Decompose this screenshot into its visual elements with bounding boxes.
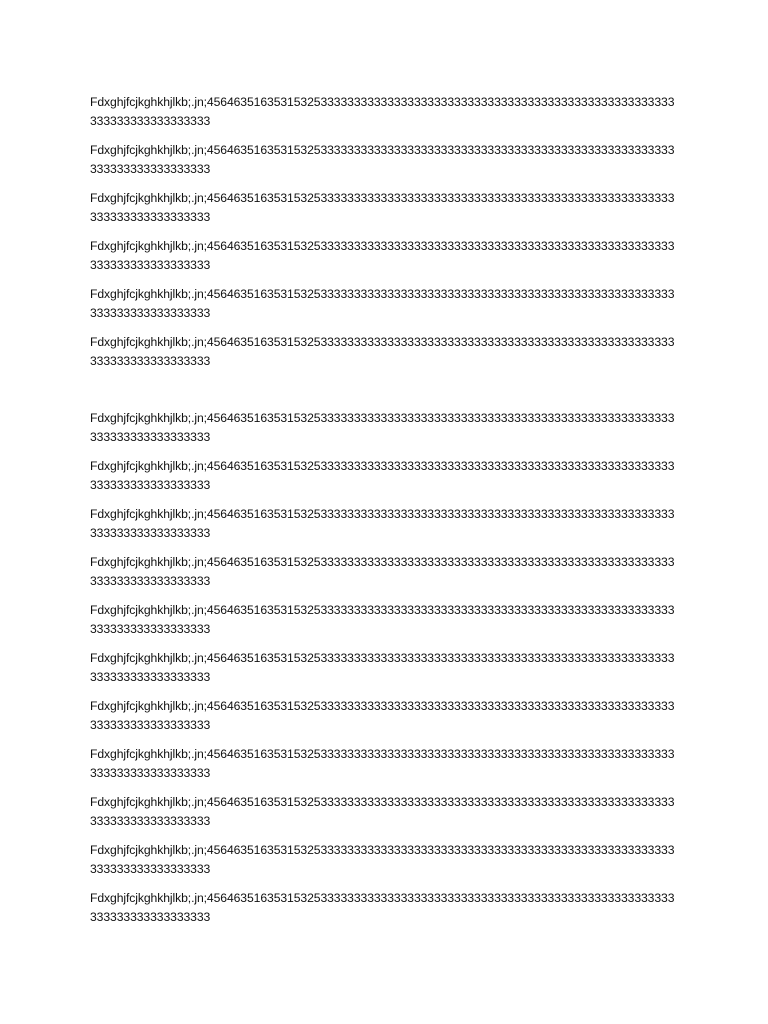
paragraph-line: Fdxghjfcjkghkhjlkb;.jn;4564635163531532533333333333333333333333333333333333333333333333333333 xyxy=(90,699,675,713)
paragraph-line: Fdxghjfcjkghkhjlkb;.jn;4564635163531532533333333333333333333333333333333333333333333333333333 xyxy=(90,239,675,253)
paragraph-line: Fdxghjfcjkghkhjlkb;.jn;4564635163531532533333333333333333333333333333333333333333333333333333 xyxy=(90,843,675,857)
paragraph-line: Fdxghjfcjkghkhjlkb;.jn;4564635163531532533333333333333333333333333333333333333333333333333333 xyxy=(90,287,675,301)
paragraph xyxy=(90,141,690,189)
paragraph-line: 333333333333333333 xyxy=(90,305,211,320)
paragraph xyxy=(90,745,690,793)
paragraph-line: 333333333333333333 xyxy=(90,525,211,540)
paragraph xyxy=(90,601,690,649)
paragraph-line: Fdxghjfcjkghkhjlkb;.jn;4564635163531532533333333333333333333333333333333333333333333333333333 xyxy=(90,507,675,521)
paragraph xyxy=(90,409,690,457)
paragraph-line: Fdxghjfcjkghkhjlkb;.jn;4564635163531532533333333333333333333333333333333333333333333333333333 xyxy=(90,335,675,349)
paragraph-line: Fdxghjfcjkghkhjlkb;.jn;4564635163531532533333333333333333333333333333333333333333333333333333 xyxy=(90,191,675,205)
paragraph-line: 333333333333333333 xyxy=(90,813,211,828)
paragraph-line: 333333333333333333 xyxy=(90,621,211,636)
paragraph xyxy=(90,697,690,745)
paragraph-line: Fdxghjfcjkghkhjlkb;.jn;4564635163531532533333333333333333333333333333333333333333333333333333 xyxy=(90,143,675,157)
paragraph-line: Fdxghjfcjkghkhjlkb;.jn;4564635163531532533333333333333333333333333333333333333333333333333333 xyxy=(90,555,675,569)
paragraph-line: Fdxghjfcjkghkhjlkb;.jn;4564635163531532533333333333333333333333333333333333333333333333333333 xyxy=(90,651,675,665)
paragraph-line: Fdxghjfcjkghkhjlkb;.jn;4564635163531532533333333333333333333333333333333333333333333333333333 xyxy=(90,603,675,617)
paragraph xyxy=(90,333,690,381)
paragraph-line: Fdxghjfcjkghkhjlkb;.jn;4564635163531532533333333333333333333333333333333333333333333333333333 xyxy=(90,795,675,809)
paragraph xyxy=(90,285,690,333)
paragraph-line: Fdxghjfcjkghkhjlkb;.jn;4564635163531532533333333333333333333333333333333333333333333333333333 xyxy=(90,747,675,761)
paragraph-line: 333333333333333333 xyxy=(90,113,211,128)
paragraph-line: Fdxghjfcjkghkhjlkb;.jn;4564635163531532533333333333333333333333333333333333333333333333333333 xyxy=(90,891,675,905)
paragraph-line: 333333333333333333 xyxy=(90,209,211,224)
paragraph xyxy=(90,189,690,237)
paragraph-line: 333333333333333333 xyxy=(90,573,211,588)
paragraph-group-top xyxy=(90,93,690,381)
paragraph-line: 333333333333333333 xyxy=(90,669,211,684)
paragraph-line: 333333333333333333 xyxy=(90,161,211,176)
paragraph-line: Fdxghjfcjkghkhjlkb;.jn;4564635163531532533333333333333333333333333333333333333333333333333333 xyxy=(90,95,675,109)
paragraph xyxy=(90,237,690,285)
paragraph-line: 333333333333333333 xyxy=(90,765,211,780)
paragraph-line: 333333333333333333 xyxy=(90,257,211,272)
paragraph xyxy=(90,841,690,889)
paragraph xyxy=(90,793,690,841)
paragraph xyxy=(90,889,690,937)
paragraph-line: Fdxghjfcjkghkhjlkb;.jn;4564635163531532533333333333333333333333333333333333333333333333333333 xyxy=(90,411,675,425)
paragraph-line: Fdxghjfcjkghkhjlkb;.jn;4564635163531532533333333333333333333333333333333333333333333333333333 xyxy=(90,459,675,473)
paragraph-line: 333333333333333333 xyxy=(90,429,211,444)
paragraph xyxy=(90,505,690,553)
paragraph-line: 333333333333333333 xyxy=(90,477,211,492)
paragraph xyxy=(90,457,690,505)
paragraph-group-bottom xyxy=(90,409,690,937)
paragraph-line: 333333333333333333 xyxy=(90,717,211,732)
paragraph xyxy=(90,93,690,141)
paragraph xyxy=(90,553,690,601)
paragraph xyxy=(90,649,690,697)
paragraph-line: 333333333333333333 xyxy=(90,861,211,876)
paragraph-line: 333333333333333333 xyxy=(90,353,211,368)
paragraph-line: 333333333333333333 xyxy=(90,909,211,924)
